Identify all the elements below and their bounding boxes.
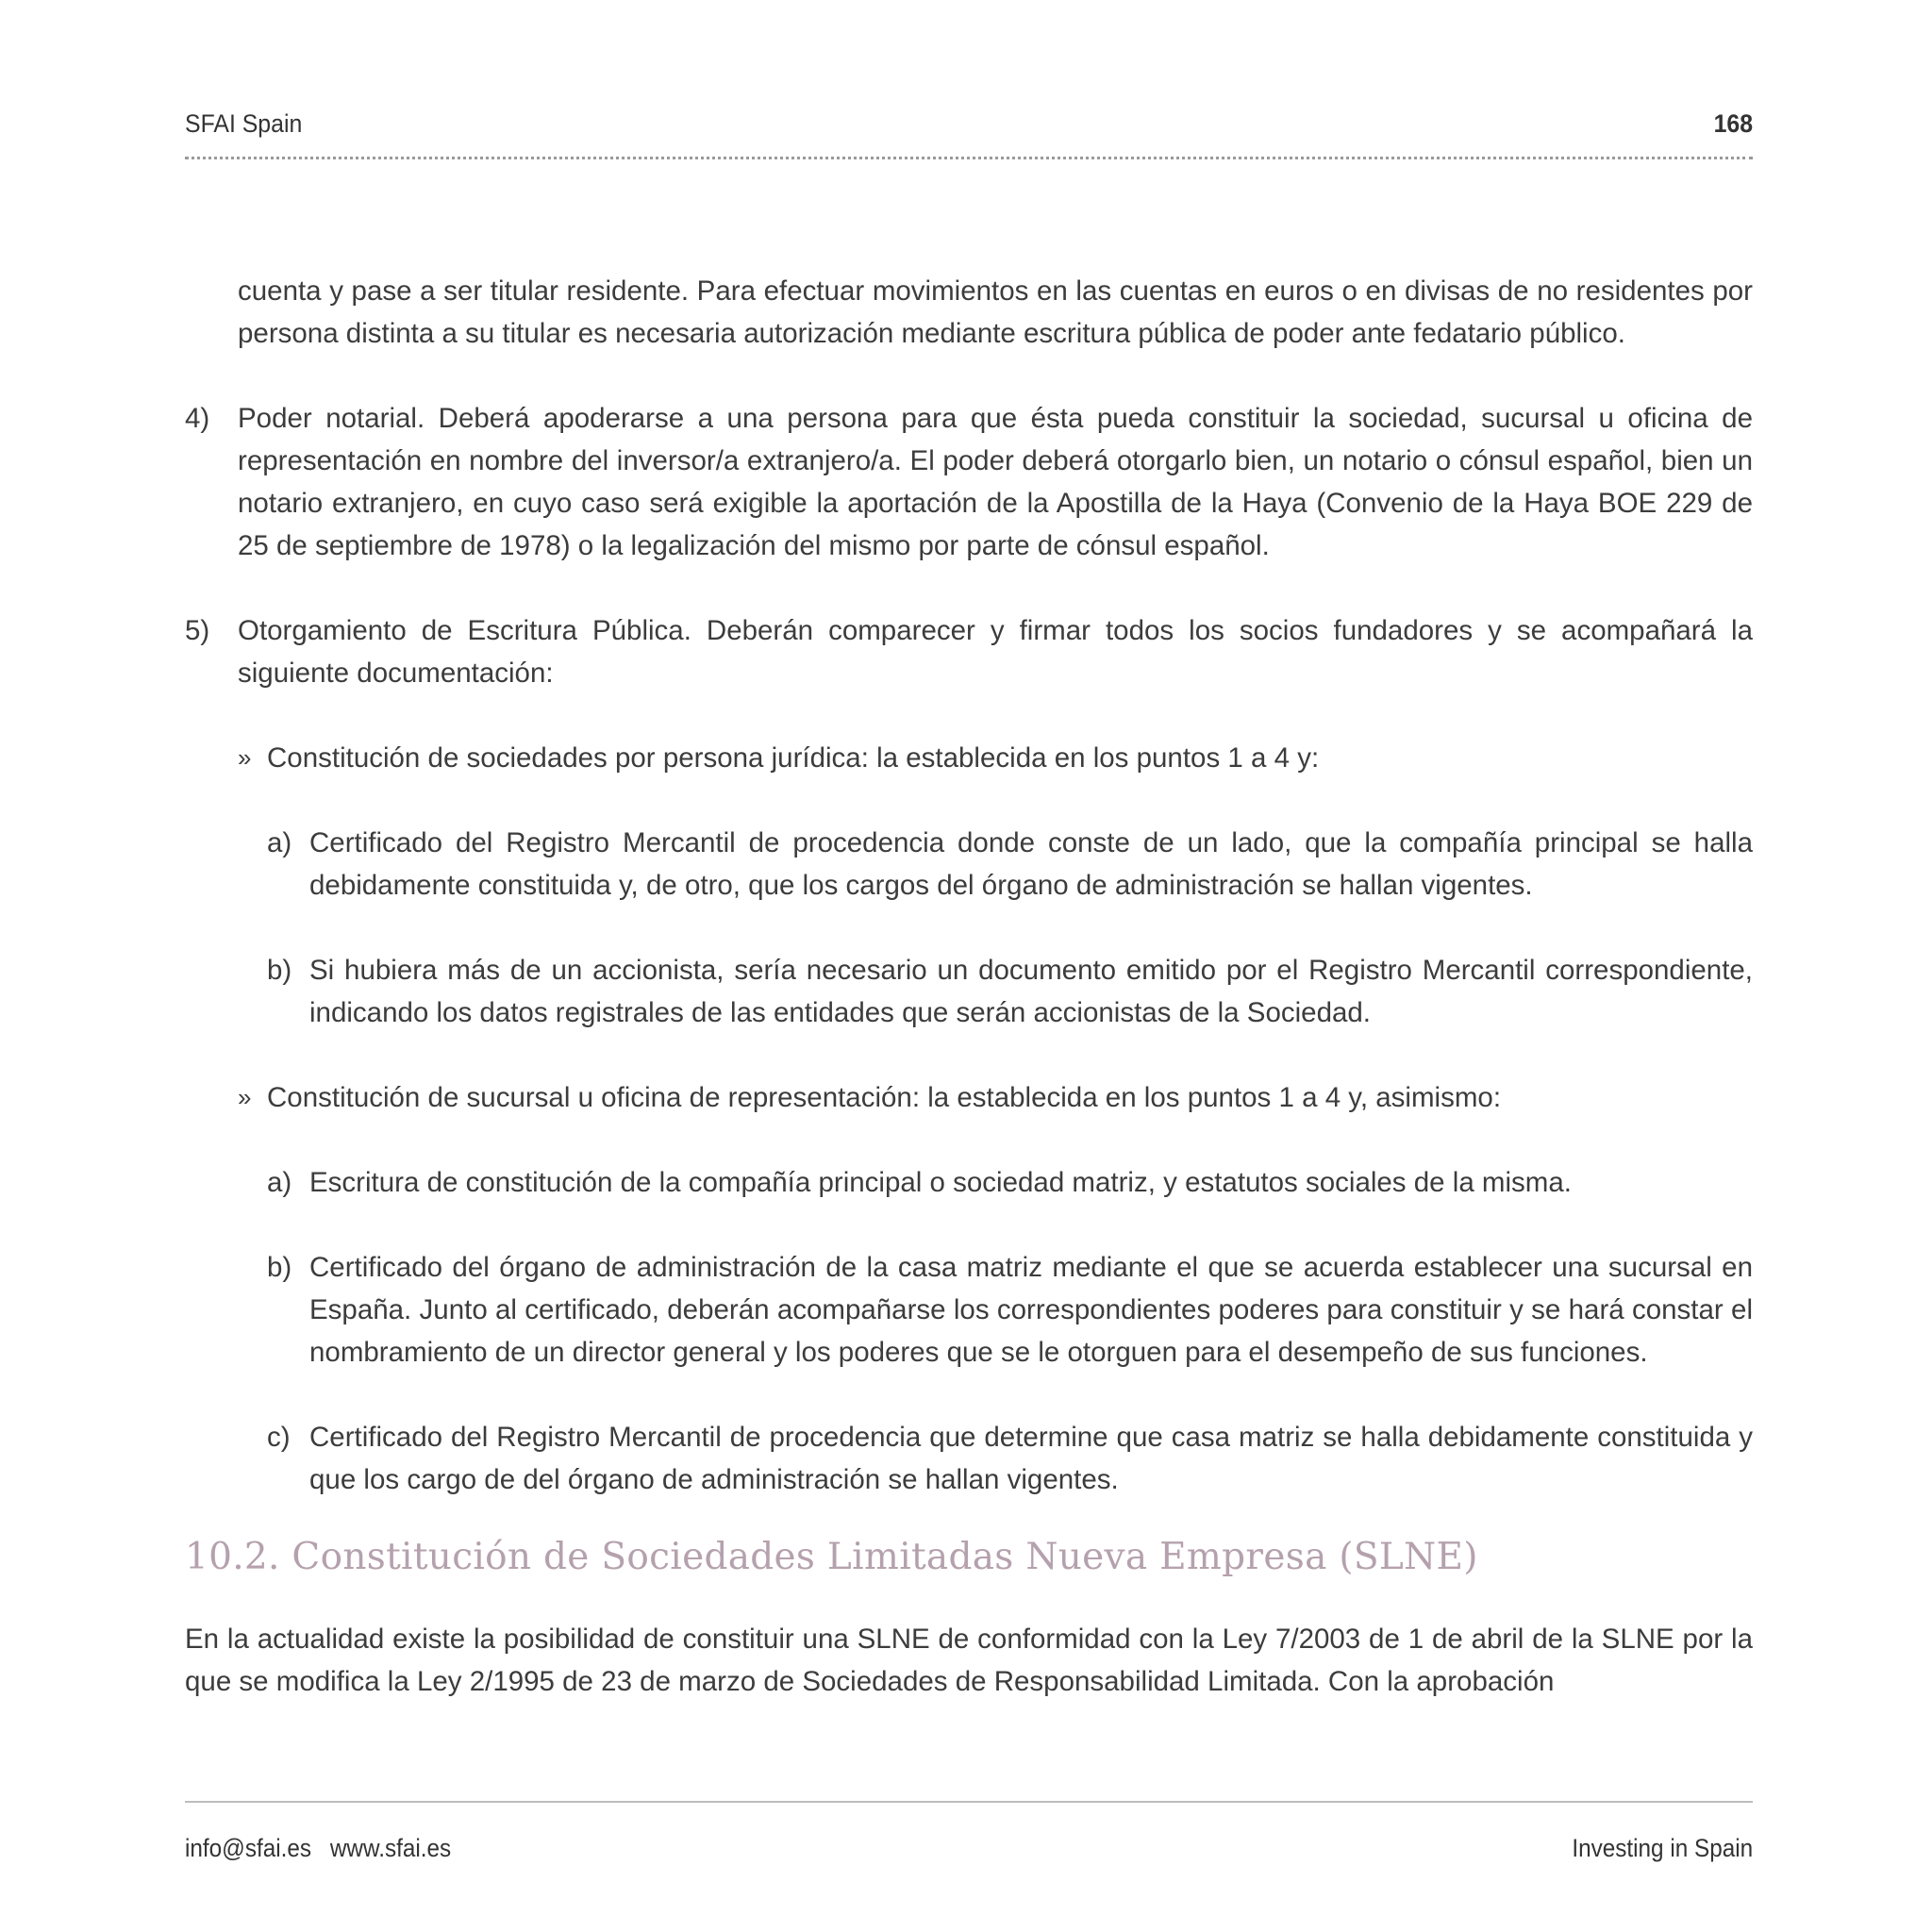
page-number: 168: [1713, 109, 1753, 138]
list-item-text: Poder notarial. Deberá apoderarse a una persona para que ésta pueda constituir la sociedad, sucursal u oficina de representación en nombre del inversor/a extranjero/a. El poder deberá otorgarlo bien, un notario o cónsul español, bien un notario extranjero, en cuyo caso será exigible la aportación de la Apostilla de la Haya (Convenio de la Haya BOE 229 de 25 de septiembre de 1978) o la legalización del mismo por parte de cónsul español.: [238, 403, 1753, 561]
letter-item-b: [185, 1246, 1753, 1374]
list-item-text: Otorgamiento de Escritura Pública. Deberán comparecer y firmar todos los socios fundadores y se acompañará la siguiente documentación:: [238, 615, 1753, 689]
page-header: [185, 106, 1753, 143]
footer-divider: [185, 1801, 1753, 1803]
bullet-item-branch: [185, 1076, 1753, 1119]
list-marker: c): [267, 1422, 291, 1453]
list-marker: b): [267, 1252, 292, 1283]
footer-website-link[interactable]: www.sfai.es: [329, 1834, 452, 1862]
header-dotted-divider: [185, 157, 1753, 159]
page-footer: [185, 1834, 1753, 1872]
footer-publication-title: Investing in Spain: [1572, 1834, 1753, 1862]
header-brand: SFAI Spain: [185, 109, 303, 138]
numbered-item-4: [185, 397, 1753, 567]
list-marker: b): [267, 955, 292, 986]
list-marker: a): [267, 1167, 292, 1198]
list-item-text: Escritura de constitución de la compañía principal o sociedad matriz, y estatutos sociales de la misma.: [309, 1167, 1572, 1198]
numbered-item-5: [185, 609, 1753, 694]
list-item-text: Si hubiera más de un accionista, sería necesario un documento emitido por el Registro Mercantil correspondiente, indicando los datos registrales de las entidades que serán accionistas de la Sociedad.: [309, 955, 1753, 1028]
list-marker: a): [267, 827, 292, 858]
list-marker: 5): [185, 615, 210, 646]
section-heading: 10.2. Constitución de Sociedades Limitadas Nueva Empresa (SLNE): [185, 1536, 1478, 1578]
letter-item-a: [185, 1161, 1753, 1204]
list-item-text: Certificado del órgano de administración de la casa matriz mediante el que se acuerda establecer una sucursal en España. Junto al certificado, deberán acompañarse los correspondientes poderes para constituir y se hará constar el nombramiento de un director general y los poderes que se le otorguen para el desempeño de sus funciones.: [309, 1252, 1753, 1368]
list-item-text: Certificado del Registro Mercantil de procedencia donde conste de un lado, que la compañía principal se halla debidamente constituida y, de otro, que los cargos del órgano de administración se hallan vigentes.: [309, 827, 1753, 901]
list-item-text: Certificado del Registro Mercantil de procedencia que determine que casa matriz se halla debidamente constituida y que los cargo de del órgano de administración se hallan vigentes.: [309, 1422, 1753, 1495]
bullet-marker: »: [238, 1083, 252, 1111]
bullet-item-legal-entity: [185, 737, 1753, 779]
continuation-paragraph: cuenta y pase a ser titular residente. Para efectuar movimientos en las cuentas en euros o en divisas de no residentes por persona distinta a su titular es necesaria autorización mediante escritura pública de poder ante fedatario público.: [238, 275, 1753, 349]
letter-item-c: [185, 1416, 1753, 1501]
bullet-text: Constitución de sociedades por persona jurídica: la establecida en los puntos 1 a 4 y:: [267, 742, 1320, 774]
letter-item-a: [185, 822, 1753, 907]
document-body: [185, 270, 1753, 1703]
footer-email-link[interactable]: info@sfai.es: [185, 1834, 312, 1862]
letter-item-b: [185, 949, 1753, 1034]
bullet-text: Constitución de sucursal u oficina de representación: la establecida en los puntos 1 a 4 y, asimismo:: [267, 1082, 1502, 1113]
footer-contact: [185, 1834, 470, 1863]
bullet-marker: »: [238, 743, 252, 772]
section-paragraph: En la actualidad existe la posibilidad de constituir una SLNE de conformidad con la Ley 7/2003 de 1 de abril de la SLNE por la que se modifica la Ley 2/1995 de 23 de marzo de Sociedades de Responsabilidad Limitada. Con la aprobación: [185, 1624, 1753, 1697]
list-marker: 4): [185, 403, 210, 434]
